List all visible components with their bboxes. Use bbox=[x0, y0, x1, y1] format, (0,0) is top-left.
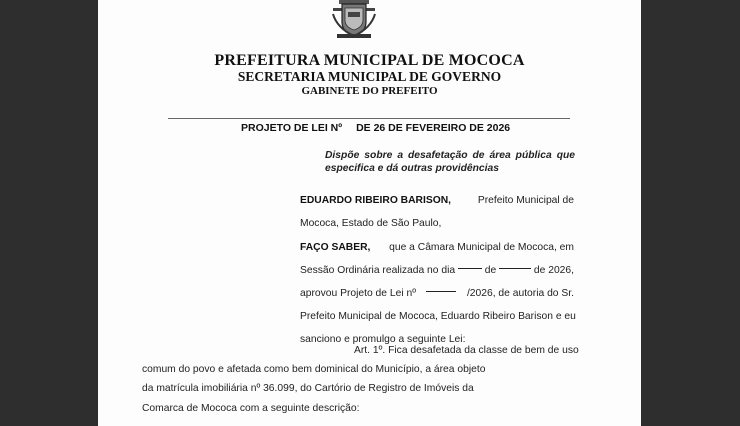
bill-title bbox=[241, 122, 510, 134]
article-text: comum do povo e afetada como bem dominical do Município, a área objeto bbox=[142, 364, 486, 376]
bill-title-date: DE 26 DE FEVEREIRO DE 2026 bbox=[356, 122, 511, 134]
blank-month bbox=[499, 259, 531, 269]
document-page bbox=[98, 0, 641, 426]
viewer-background-right bbox=[641, 0, 740, 426]
paragraph-text: aprovou Projeto de Lei nº bbox=[300, 288, 416, 299]
header-secretariat: SECRETARIA MUNICIPAL DE GOVERNO bbox=[237, 69, 502, 84]
coat-of-arms-icon bbox=[331, 0, 377, 40]
blank-day bbox=[458, 259, 482, 269]
paragraph-text: que a Câmara Municipal de Mococa, em bbox=[389, 242, 574, 253]
article-text: da matrícula imobiliária nº 36.099, do Cartório de Registro de Imóveis da bbox=[142, 383, 474, 395]
article-text: Art. 1º. Fica desafetada da classe de bem de uso bbox=[354, 345, 579, 356]
article-text: Comarca de Mococa com a seguinte descrição: bbox=[142, 402, 360, 414]
mayor-name: EDUARDO RIBEIRO BARISON, bbox=[300, 195, 452, 206]
paragraph-mayor bbox=[300, 189, 574, 235]
blank-bill-number bbox=[426, 282, 456, 292]
header-municipality: PREFEITURA MUNICIPAL DE MOCOCA bbox=[214, 52, 525, 69]
bill-title-number: PROJETO DE LEI Nº bbox=[241, 122, 343, 134]
viewer-background-left bbox=[0, 0, 98, 426]
paragraph-text: Mococa, Estado de São Paulo, bbox=[300, 218, 442, 229]
paragraph-text: de 2026, bbox=[533, 265, 574, 276]
paragraph-faco-saber bbox=[300, 236, 574, 351]
header-office: GABINETE DO PREFEITO bbox=[301, 85, 438, 97]
article-1 bbox=[142, 341, 579, 418]
paragraph-text: sanciono e promulgo a seguinte Lei: bbox=[300, 334, 466, 345]
paragraph-text: Prefeito Municipal de Mococa, Eduardo Ribeiro Barison e eu bbox=[300, 311, 576, 322]
paragraph-text: de bbox=[484, 265, 497, 276]
paragraph-text: Prefeito Municipal de bbox=[477, 195, 574, 206]
bill-summary: Dispõe sobre a desafetação de área pública que especifica e dá outras providências bbox=[325, 150, 575, 174]
paragraph-text: /2026, de autoria do Sr. bbox=[466, 288, 574, 299]
faco-saber-lead: FAÇO SABER, bbox=[300, 242, 371, 253]
paragraph-text: Sessão Ordinária realizada no dia bbox=[300, 265, 456, 276]
header-divider bbox=[168, 118, 570, 119]
